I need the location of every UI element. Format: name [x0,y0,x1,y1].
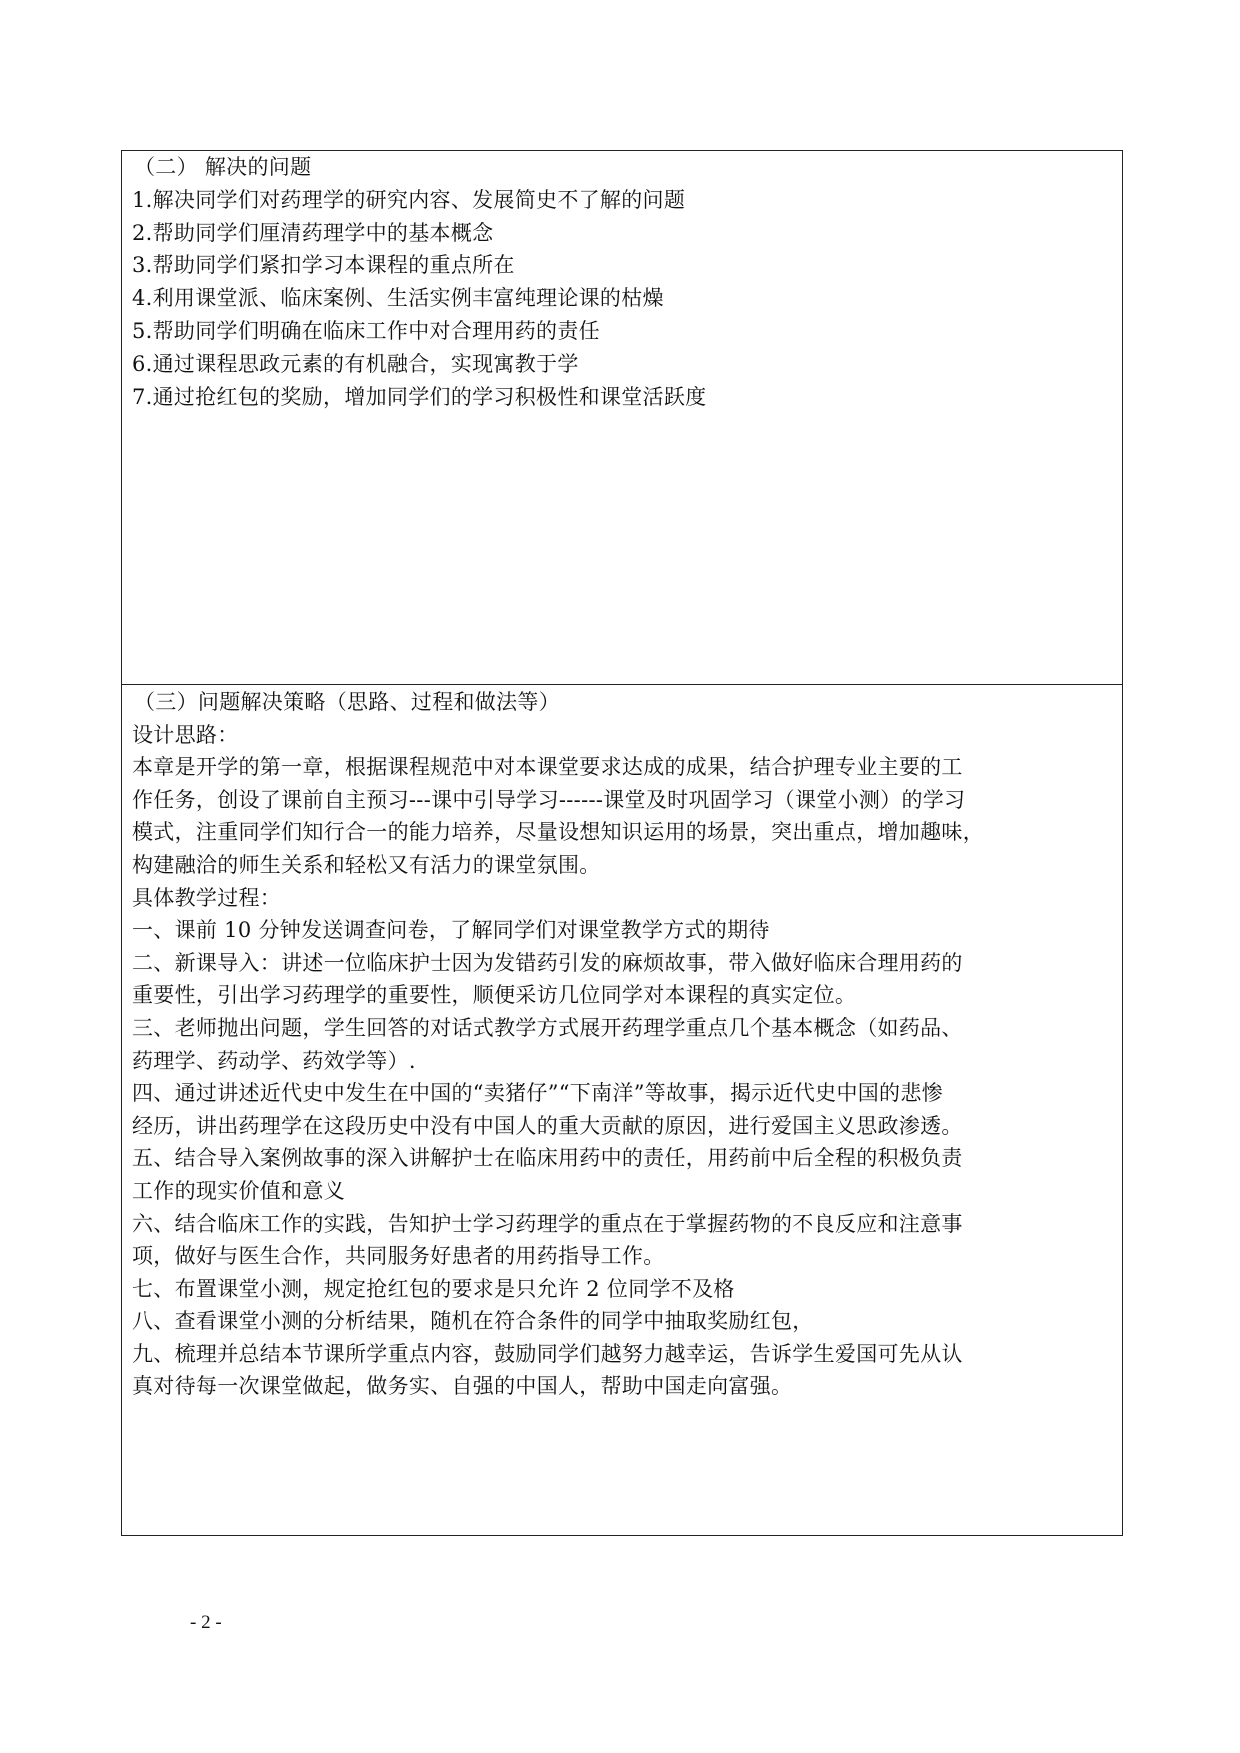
problem-item-5: 5.帮助同学们明确在临床工作中对合理用药的责任 [132,318,600,343]
problem-item-1: 1.解决同学们对药理学的研究内容、发展简史不了解的问题 [132,187,686,212]
process-step-line: 经历，讲出药理学在这段历史中没有中国人的重大贡献的原因，进行爱国主义思政渗透。 [132,1113,963,1138]
teaching-process-label: 具体教学过程： [132,885,282,910]
problem-item-7: 7.通过抢红包的奖励，增加同学们的学习积极性和课堂活跃度 [132,384,707,409]
section-2-heading: （二） 解决的问题 [134,155,312,179]
process-step-line: 药理学、药动学、药效学等）. [132,1048,416,1073]
process-step-line: 三、老师抛出问题，学生回答的对话式教学方式展开药理学重点几个基本概念（如药品、 [132,1015,963,1040]
design-idea-text-line: 作任务，创设了课前自主预习---课中引导学习------课堂及时巩固学习（课堂小测）的学习 [132,787,966,812]
section-3-heading: （三）问题解决策略（思路、过程和做法等） [134,690,560,714]
design-idea-text-line: 构建融洽的师生关系和轻松又有活力的课堂氛围。 [132,852,601,877]
design-idea-text-line: 本章是开学的第一章，根据课程规范中对本课堂要求达成的成果，结合护理专业主要的工 [132,755,963,780]
section-problems-solved [122,151,1122,685]
process-step-line: 一、课前 10 分钟发送调查问卷，了解同学们对课堂教学方式的期待 [132,918,770,943]
process-step-line: 二、新课导入：讲述一位临床护士因为发错药引发的麻烦故事，带入做好临床合理用药的 [132,950,963,975]
problem-item-6: 6.通过课程思政元素的有机融合，实现寓教于学 [132,351,579,376]
process-step-line: 七、布置课堂小测，规定抢红包的要求是只允许 2 位同学不及格 [132,1276,735,1301]
process-step-line: 真对待每一次课堂做起，做务实、自强的中国人，帮助中国走向富强。 [132,1374,793,1399]
process-step-line: 工作的现实价值和意义 [132,1178,345,1203]
process-step-line: 六、结合临床工作的实践，告知护士学习药理学的重点在于掌握药物的不良反应和注意事 [132,1211,963,1236]
process-step-line: 重要性，引出学习药理学的重要性，顺便采访几位同学对本课程的真实定位。 [132,983,857,1008]
process-step-line: 四、通过讲述近代史中发生在中国的“卖猪仔”“下南洋”等故事，揭示近代史中国的悲惨 [132,1081,943,1106]
process-step-line: 项，做好与医生合作，共同服务好患者的用药指导工作。 [132,1244,665,1269]
process-step-line: 五、结合导入案例故事的深入讲解护士在临床用药中的责任，用药前中后全程的积极负责 [132,1146,963,1171]
page-number: - 2 - [190,1612,222,1633]
problem-item-2: 2.帮助同学们厘清药理学中的基本概念 [132,220,494,245]
process-step-line: 九、梳理并总结本节课所学重点内容，鼓励同学们越努力越幸运，告诉学生爱国可先从认 [132,1341,963,1366]
process-step-line: 八、查看课堂小测的分析结果，随机在符合条件的同学中抽取奖励红包， [132,1309,814,1334]
design-idea-label: 设计思路： [132,722,239,747]
problem-item-3: 3.帮助同学们紧扣学习本课程的重点所在 [132,253,515,278]
section-solution-strategy [122,685,1122,1535]
content-table [121,150,1123,1536]
design-idea-text-line: 模式，注重同学们知行合一的能力培养，尽量设想知识运用的场景，突出重点，增加趣味， [132,820,984,845]
problem-item-4: 4.利用课堂派、临床案例、生活实例丰富纯理论课的枯燥 [132,286,664,311]
